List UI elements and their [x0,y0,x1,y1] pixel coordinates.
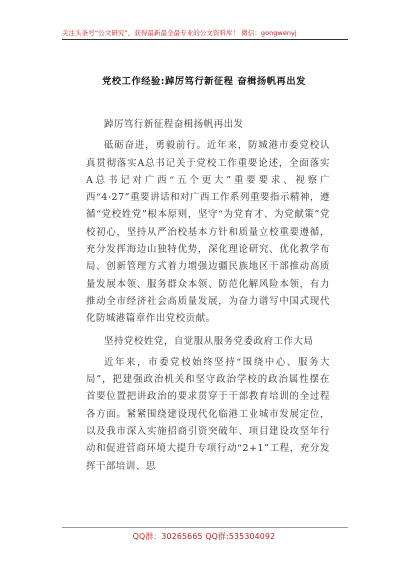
header-divider [62,39,348,40]
document-body [86,116,330,480]
document-title: 党校工作经验:踔厉笃行新征程 奋楫扬帆再出发 [102,76,306,87]
paragraph-subtitle: 踔厉笃行新征程奋楫扬帆再出发 [104,119,244,130]
paragraph-intro: 砥砺奋进，勇毅前行。近年来，防城港市委党校认真贯彻落实A总书记关于党校工作重要论述，全面落实A总书记对广西“五个更大”重要要求、视察广西“4·27”重要讲话和对广西工作系列重要指示精神，遵循“党校姓党”根本原则，坚守“为党育才、为党献策”党校初心，坚持从严治校基本方针和质量立校重要遵循，充分发挥海边山独特优势，深化理论研究、优化教学布局、创新管理方式着力增强边疆民族地区干部推动高质量发展本领、服务群众本领、防范化解风险本领，有力推动全市经济社会高质量发展，为奋力谱写中国式现代化防城港篇章作出党校贡献。 [86,140,330,325]
footer-qq-groups: QQ群：30265665 QQ群:535304092 [132,532,276,541]
footer-divider [62,527,348,528]
section-heading: 坚持党校姓党，自觉服从服务党委政府工作大局 [104,335,314,347]
header-banner: 关注头条号“公文研究”，获得最新最全最专业的公文资料库！ 微信：gongwenyj [62,29,297,37]
paragraph-section-body: 近年来，市委党校始终坚持“围绕中心、服务大局”，把建强政治机关和坚守政治学校的政治属性摆在首要位置把讲政治的要求贯穿于干部教育培训的全过程各方面。紧紧围绕建设现代化临港工业城市发展定位，以及我市深入实施招商引资突破年、项目建设攻坚年行动和促进营商环境大提升专项行动“2+1”工程，充分发挥干部培训、思 [86,356,330,472]
